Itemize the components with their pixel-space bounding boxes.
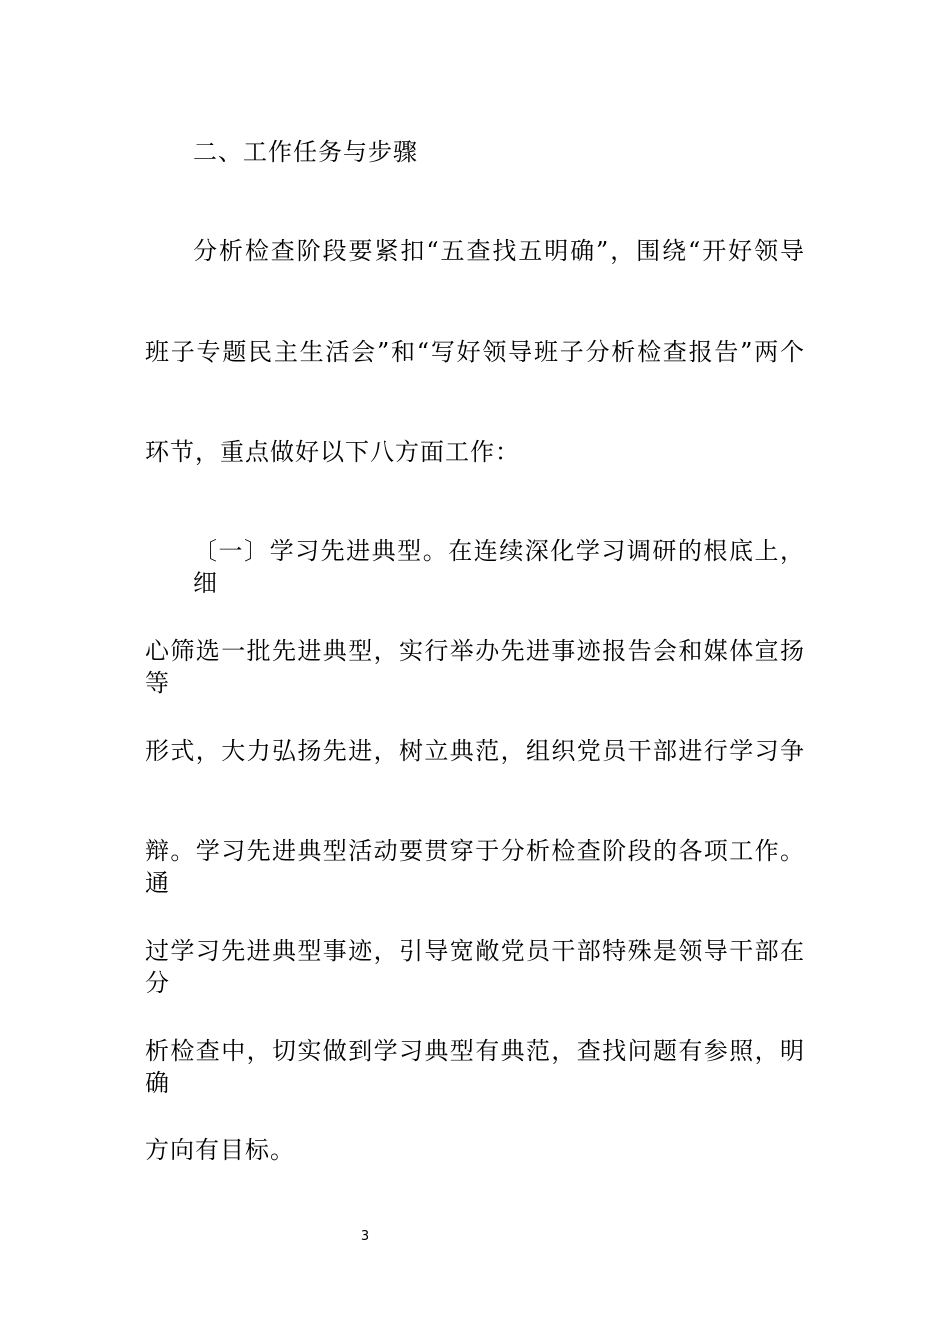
paragraph-2-line-2: 心筛选一批先进典型，实行举办先进事迹报告会和媒体宣扬等: [145, 637, 805, 697]
paragraph-1-line-1: 分析检查阶段要紧扣“五查找五明确”，围绕“开好领导: [193, 237, 805, 265]
paragraph-2-line-5: 过学习先进典型事迹，引导宽敞党员干部特殊是领导干部在分: [145, 937, 805, 997]
paragraph-1-line-2: 班子专题民主生活会”和“写好领导班子分析检查报告”两个: [145, 338, 805, 366]
paragraph-2-line-3: 形式，大力弘扬先进，树立典范，组织党员干部进行学习争: [145, 737, 805, 765]
page-number: 3: [360, 1229, 370, 1244]
paragraph-2-line-4: 辩。学习先进典型活动要贯穿于分析检查阶段的各项工作。通: [145, 837, 805, 897]
paragraph-2-line-1: 〔一〕学习先进典型。在连续深化学习调研的根底上，细: [193, 537, 805, 597]
paragraph-2-line-6: 析检查中，切实做到学习典型有典范，查找问题有参照，明确: [145, 1037, 805, 1097]
paragraph-1-line-3: 环节，重点做好以下八方面工作：: [145, 438, 520, 466]
section-heading: 二、工作任务与步骤: [193, 138, 418, 166]
paragraph-2-line-7: 方向有目标。: [145, 1136, 295, 1164]
